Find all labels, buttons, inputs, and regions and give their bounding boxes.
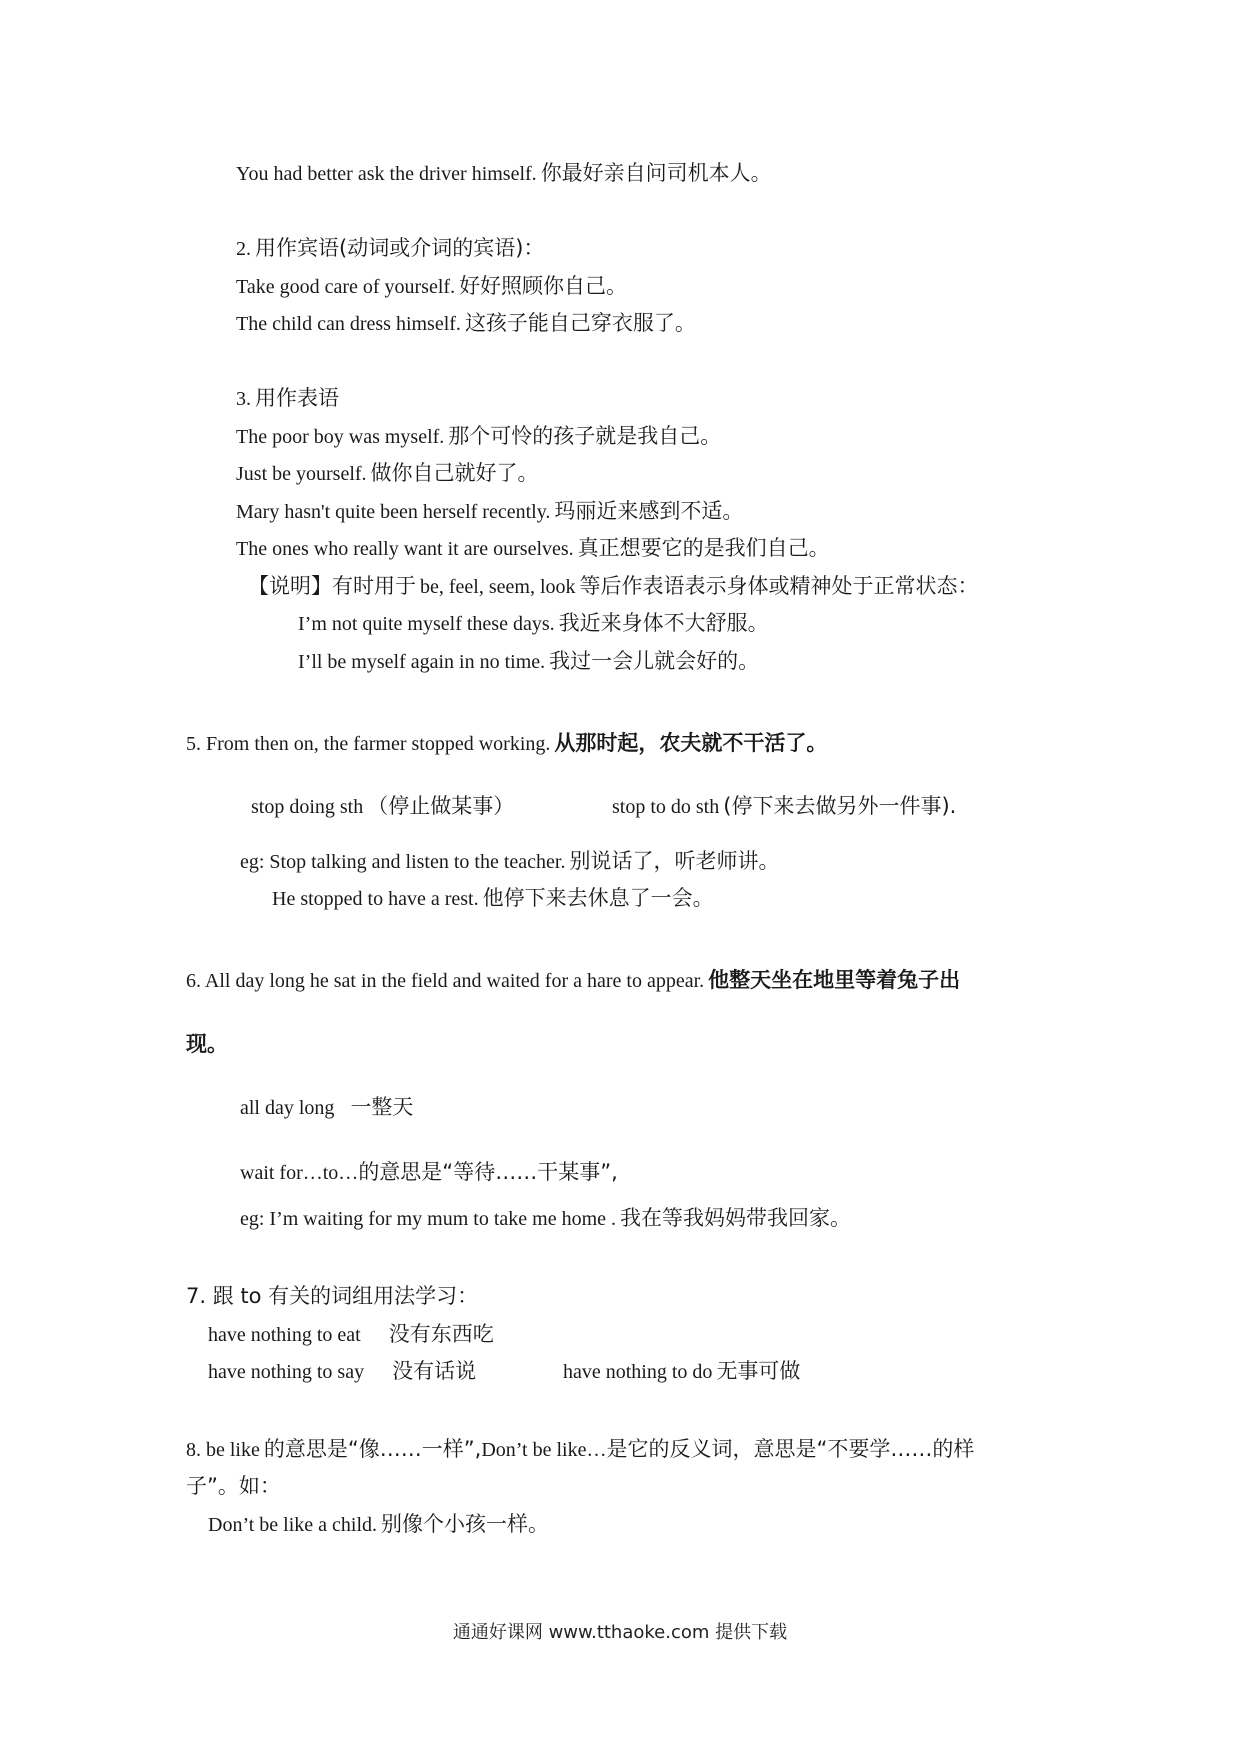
phrase-line: wait for…to…的意思是“等待……干某事”, <box>240 1160 618 1184</box>
section-heading: 2. 用作宾语(动词或介词的宾语)： <box>236 236 545 260</box>
example-line: eg: Stop talking and listen to the teacher. 别说话了，听老师讲。 <box>240 849 780 873</box>
section-heading: 3. 用作表语 <box>236 386 339 410</box>
example-line: The child can dress himself. 这孩子能自己穿衣服了。 <box>236 311 696 335</box>
example-line: Mary hasn't quite been herself recently. 玛丽近来感到不适。 <box>236 499 744 523</box>
example-line: I’m not quite myself these days. 我近来身体不大舒服。 <box>298 611 769 635</box>
example-line: Don’t be like a child. 别像个小孩一样。 <box>208 1512 550 1536</box>
example-line: The ones who really want it are ourselves. 真正想要它的是我们自己。 <box>236 536 830 560</box>
item-8-heading: 8. be like 的意思是“像……一样”,Don’t be like…是它的反义词，意思是“不要学……的样 <box>186 1437 975 1461</box>
item-5-heading: 5. From then on, the farmer stopped working. 从那时起，农夫就不干活了。 <box>186 731 828 755</box>
phrase-line: have nothing to say 没有话说 <box>208 1359 477 1383</box>
phrase-line: have nothing to eat 没有东西吃 <box>208 1322 494 1346</box>
example-line: I’ll be myself again in no time. 我过一会儿就会好的。 <box>298 649 760 673</box>
note-line: 【说明】有时用于 be, feel, seem, look 等后作表语表示身体或精神处于正常状态： <box>248 574 979 598</box>
item-8-heading-cont: 子”。如： <box>186 1474 281 1498</box>
item-6-heading: 6. All day long he sat in the field and waited for a hare to appear. 他整天坐在地里等着兔子出 <box>186 968 961 992</box>
phrase-line: all day long 一整天 <box>240 1095 414 1119</box>
example-line: You had better ask the driver himself. 你最好亲自问司机本人。 <box>236 161 772 185</box>
footer-watermark: 通通好课网 www.tthaoke.com 提供下载 <box>452 1622 788 1643</box>
phrase-line: have nothing to do 无事可做 <box>563 1359 801 1383</box>
example-line: eg: I’m waiting for my mum to take me home . 我在等我妈妈带我回家。 <box>240 1206 852 1230</box>
phrase-line: stop to do sth (停下来去做另外一件事). <box>612 794 957 818</box>
example-line: Take good care of yourself. 好好照顾你自己。 <box>236 274 628 298</box>
item-7-heading: 7. 跟 to 有关的词组用法学习： <box>186 1284 479 1308</box>
example-line: He stopped to have a rest. 他停下来去休息了一会。 <box>272 886 714 910</box>
item-6-heading-cont: 现。 <box>186 1032 228 1056</box>
example-line: The poor boy was myself. 那个可怜的孩子就是我自己。 <box>236 424 722 448</box>
example-line: Just be yourself. 做你自己就好了。 <box>236 461 539 485</box>
phrase-line: stop doing sth （停止做某事） <box>251 794 515 818</box>
